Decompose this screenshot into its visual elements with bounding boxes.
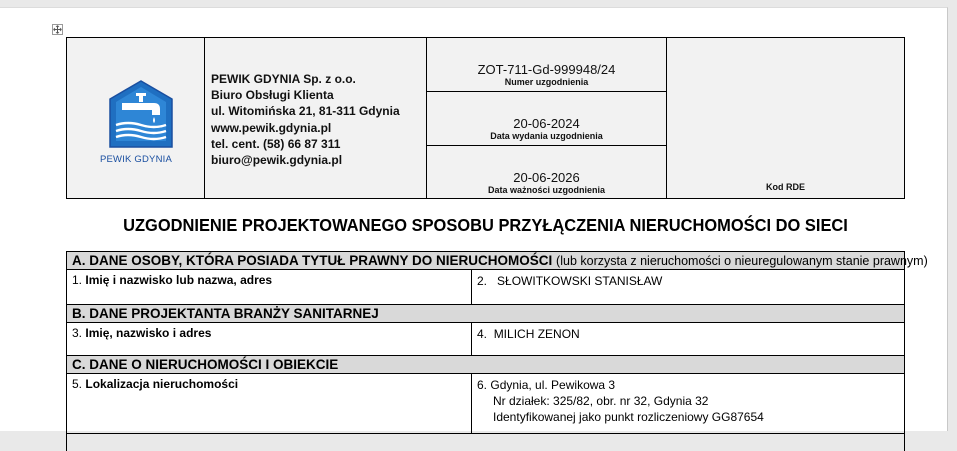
section-a-header [67,251,928,269]
owner-label-cell [67,270,472,304]
divider [427,91,666,92]
company-office: Biuro Obsługi Klienta [211,88,334,103]
company-phone: tel. cent. (58) 66 87 311 [211,136,341,151]
designer-label-cell [67,323,472,355]
validity-date: 20-06-2026 [513,170,580,185]
owner-row [67,269,904,304]
location-row [67,373,904,433]
document-page [0,7,948,431]
field-number: 6. [477,378,488,392]
company-website[interactable]: www.pewik.gdynia.pl [211,120,332,135]
owner-value-cell[interactable] [477,273,662,289]
field-number: 3. [72,326,83,340]
section-a-title: A. DANE OSOBY, KTÓRA POSIADA TYTUŁ PRAWNY DO NIERUCHOMOŚCI [72,253,553,268]
next-row-partial [67,433,904,451]
section-b-title: B. DANE PROJEKTANTA BRANŻY SANITARNEJ [72,306,379,321]
agreement-number-label: Numer uzgodnienia [504,77,589,87]
designer-row [67,322,904,355]
field-number: 5. [72,377,83,391]
divider [427,145,666,146]
location-address: Gdynia, ul. Pewikowa 3 [490,378,616,392]
issue-date-label: Data wydania uzgodnienia [490,131,603,141]
table-move-handle-icon[interactable] [52,24,63,35]
pewik-logo-icon [108,79,174,149]
rde-code-cell [667,38,904,198]
address-cell [205,38,427,198]
designer-value-cell[interactable] [477,326,580,342]
agreement-number: ZOT-711-Gd-999948/24 [477,62,616,77]
section-b-header [67,304,904,322]
company-name: PEWIK GDYNIA Sp. z o.o. [211,72,356,86]
location-value-cell[interactable] [477,377,764,425]
location-label-cell [67,374,472,433]
company-address [211,71,400,168]
section-c-header [67,355,904,373]
issue-date: 20-06-2024 [513,116,580,131]
header-table [66,37,905,199]
company-street: ul. Witomińska 21, 81-311 Gdynia [211,104,400,119]
logo-text: PEWIK GDYNIA [99,154,173,165]
validity-date-block [427,170,666,196]
agreement-info-cell [427,38,667,198]
company-email[interactable]: biuro@pewik.gdynia.pl [211,153,343,168]
form-table [66,251,928,451]
field-number: 1. [72,273,83,287]
owner-label: Imię i nazwisko lub nazwa, adres [85,273,273,287]
issue-date-block [427,116,666,142]
document-title: UZGODNIENIE PROJEKTOWANEGO SPOSOBU PRZYŁĄCZENIA NIERUCHOMOŚCI DO SIECI [123,215,848,235]
agreement-number-block [427,62,666,88]
section-c-title: C. DANE O NIERUCHOMOŚCI I OBIEKCIE [72,357,339,372]
logo-cell [67,38,205,198]
designer-label: Imię, nazwisko i adres [85,326,212,340]
location-plots: Nr działek: 325/82, obr. nr 32, Gdynia 32 [493,394,709,408]
rde-code-label: Kod RDE [766,182,805,192]
field-number: 2. [477,274,488,288]
owner-value: SŁOWITKOWSKI STANISŁAW [497,274,663,288]
location-billing-point: Identyfikowanej jako punkt rozliczeniowy GG87654 [493,410,764,424]
designer-value: MILICH ZENON [493,327,580,341]
validity-date-label: Data ważności uzgodnienia [487,185,606,195]
section-a-note: (lub korzysta z nieruchomości o nieuregulowanym stanie prawnym) [556,254,928,268]
location-label: Lokalizacja nieruchomości [85,377,239,391]
field-number: 4. [477,327,488,341]
